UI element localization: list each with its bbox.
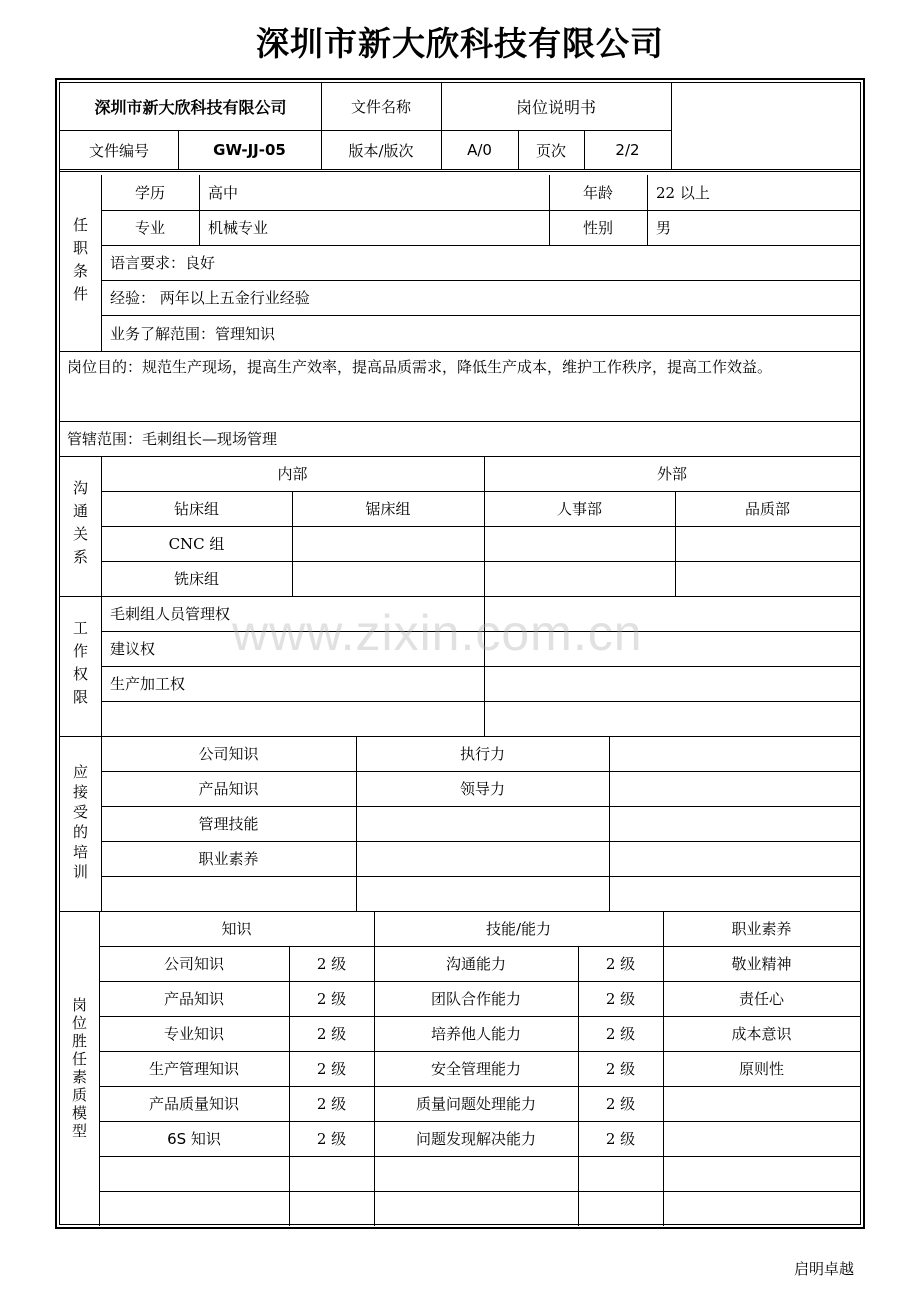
section-authority: 工作权限 [71,620,89,712]
comm-cell: CNC 组 [168,535,225,553]
authority-item: 毛刺组人员管理权 [110,605,231,623]
comp-skill: 沟通能力 [445,955,506,973]
edu-label: 学历 [134,184,165,202]
gender-label: 性别 [582,219,613,237]
major-value: 机械专业 [208,219,269,237]
header-page: 2/2 [615,141,640,159]
training-item: 领导力 [459,780,505,798]
comp-knowledge: 6S 知识 [167,1130,221,1148]
comp-knowledge: 专业知识 [163,1025,224,1043]
training-item: 公司知识 [198,745,259,763]
comm-external-header: 外部 [656,465,687,483]
comp-skill: 安全管理能力 [430,1060,521,1078]
comp-skill-level: 2 级 [605,1025,636,1043]
comp-quality: 敬业精神 [731,955,792,973]
header-version: A/0 [467,141,492,159]
authority-item: 建议权 [110,640,156,658]
training-item: 职业素养 [198,850,259,868]
comp-skill-level: 2 级 [605,955,636,973]
comm-cell: 人事部 [556,500,602,518]
comp-skill-level: 2 级 [605,1060,636,1078]
form-frame [55,78,865,1229]
comm-internal-header: 内部 [277,465,308,483]
comp-skill-level: 2 级 [605,1130,636,1148]
age-label: 年龄 [582,184,613,202]
comp-skill: 问题发现解决能力 [415,1130,536,1148]
header-page-label: 页次 [535,141,566,160]
comp-knowledge: 产品知识 [163,990,224,1008]
section-competency: 岗位胜任素质模型 [70,996,88,1141]
age-value: 22 以上 [656,184,710,202]
comp-skill: 团队合作能力 [430,990,521,1008]
comm-cell: 钻床组 [173,500,219,518]
authority-item: 生产加工权 [110,675,186,693]
comp-skill: 培养他人能力 [430,1025,521,1043]
comp-header-quality: 职业素养 [731,920,792,938]
form-grid [59,82,861,1225]
header-version-label: 版本/版次 [348,141,414,160]
comp-knowledge-level: 2 级 [316,1095,347,1113]
comm-cell: 品质部 [744,500,790,518]
business-scope: 业务了解范围：管理知识 [110,324,276,343]
comp-knowledge-level: 2 级 [316,990,347,1008]
comp-knowledge-level: 2 级 [316,1060,347,1078]
comp-quality: 原则性 [738,1060,784,1078]
language-requirement: 语言要求：良好 [110,254,216,272]
comp-knowledge: 产品质量知识 [148,1095,239,1113]
training-item: 执行力 [459,745,505,763]
comp-header-skill: 技能/能力 [485,920,552,938]
edu-value: 高中 [208,184,239,202]
section-qualification: 任职条件 [71,217,89,309]
footer-brand: 启明卓越 [793,1260,854,1278]
comp-quality: 责任心 [738,990,784,1008]
section-training: 应接受的培训 [71,763,89,884]
comp-skill-level: 2 级 [605,1095,636,1113]
header-doc-name-label: 文件名称 [350,98,411,116]
major-label: 专业 [134,219,165,237]
gender-value: 男 [656,219,672,237]
job-purpose: 岗位目的：规范生产现场，提高生产效率，提高品质需求，降低生产成本，维护工作秩序，提高工作效益。 [67,358,773,376]
section-communication: 沟通关系 [71,480,89,572]
comp-knowledge-level: 2 级 [316,955,347,973]
training-item: 管理技能 [198,815,259,833]
watermark: www.zixin.com.cn [232,605,643,661]
comp-knowledge: 生产管理知识 [148,1060,239,1078]
comp-quality: 成本意识 [731,1025,792,1043]
comp-header-knowledge: 知识 [221,920,252,938]
header-doc-no-label: 文件编号 [88,141,149,160]
comp-knowledge: 公司知识 [163,955,224,973]
comp-skill-level: 2 级 [605,990,636,1008]
comp-knowledge-level: 2 级 [316,1130,347,1148]
comp-skill: 质量问题处理能力 [415,1095,536,1113]
header-company: 深圳市新大欣科技有限公司 [94,98,287,117]
training-item: 产品知识 [198,780,259,798]
page-title: 深圳市新大欣科技有限公司 [256,24,664,63]
job-scope: 管辖范围：毛刺组长—现场管理 [67,430,278,448]
experience-requirement: 经验： 两年以上五金行业经验 [110,289,310,307]
header-doc-name: 岗位说明书 [515,98,596,117]
comp-knowledge-level: 2 级 [316,1025,347,1043]
comm-cell: 锯床组 [365,500,411,518]
comm-cell: 铣床组 [173,570,219,588]
header-doc-no: GW-JJ-05 [213,141,286,159]
